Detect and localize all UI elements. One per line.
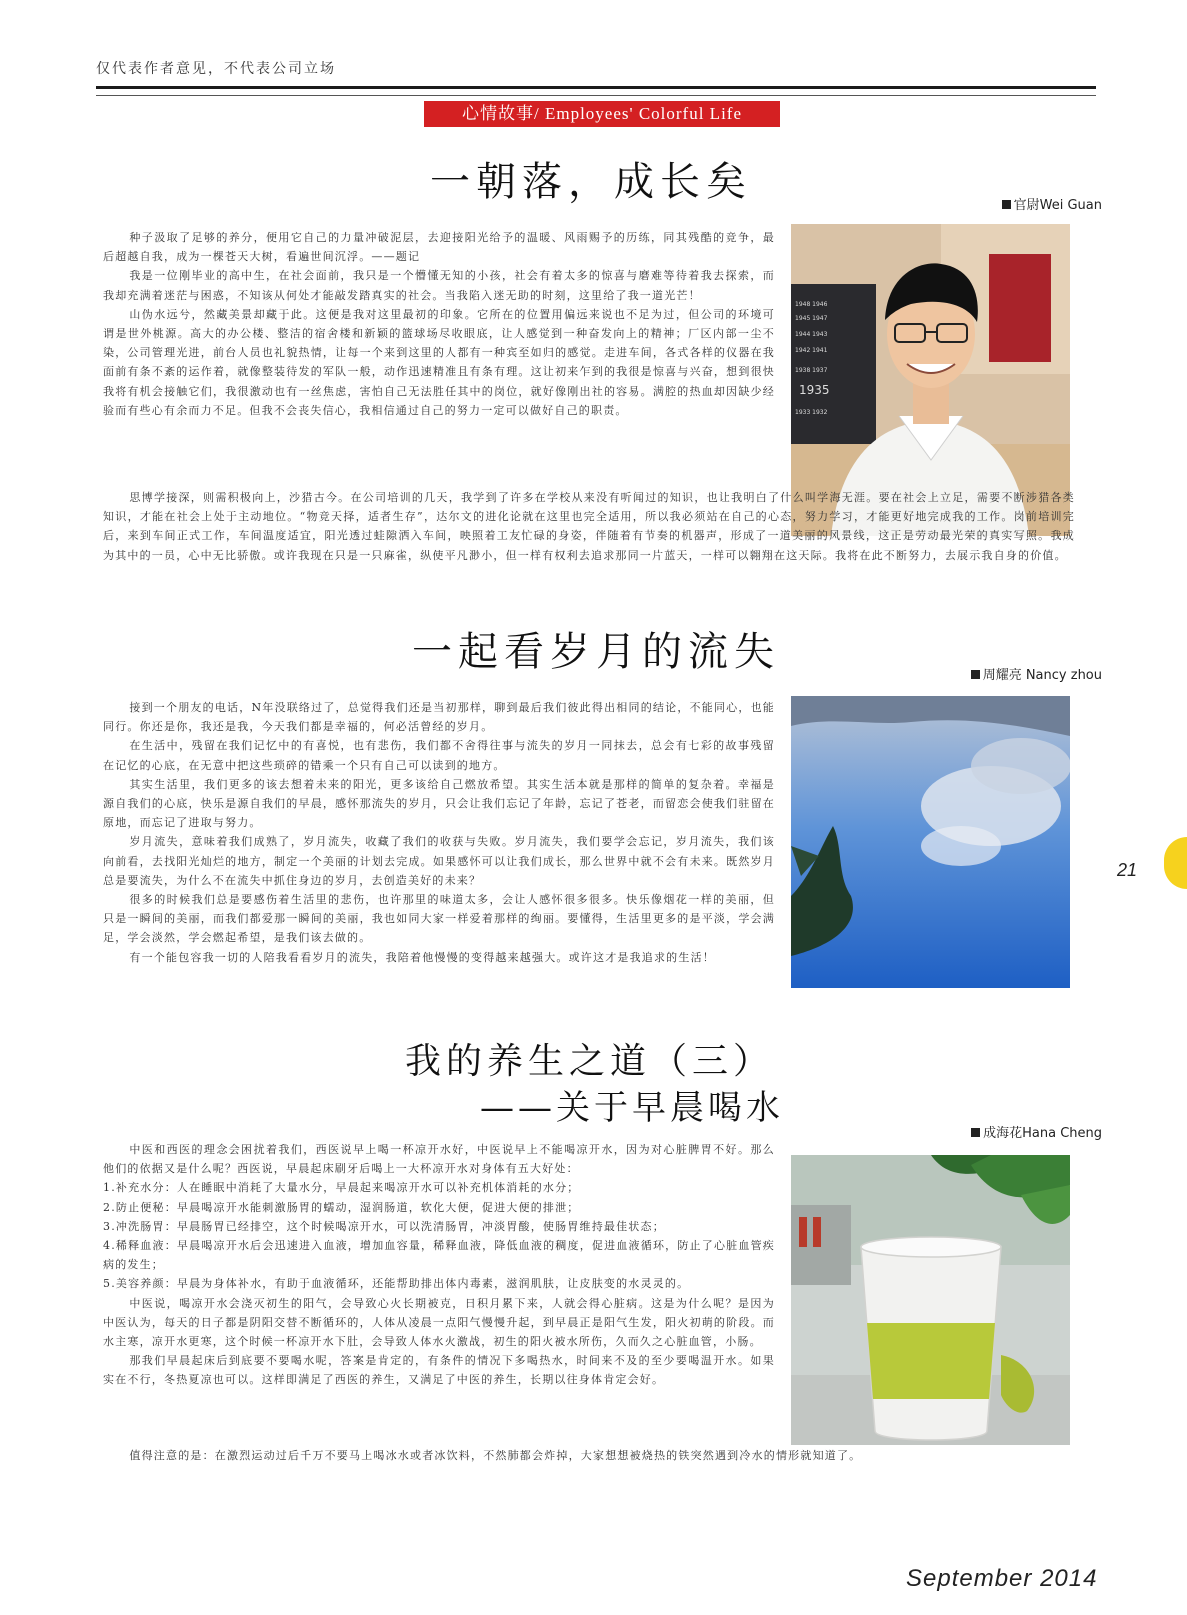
article3-paragraph: 那我们早晨起床后到底要不要喝水呢，答案是肯定的，有条件的情况下多喝热水，时间来不及的至少要喝温开水。如果实在不行，冬热夏凉也可以。这样即满足了西医的养生，又满足了中医的养生，长期以往身体肯定会好。 xyxy=(103,1354,775,1387)
article1-paragraph: 我是一位刚毕业的高中生，在社会面前，我只是一个懵懂无知的小孩，社会有着太多的惊喜与磨难等待着我去探索，而我却充满着迷茫与困惑，不知该从何处才能敲发踏真实的社会。当我陷入迷无助的时刻，这里给了我一道光芒！ xyxy=(103,269,775,302)
article3-body xyxy=(103,1140,775,1390)
svg-text:1942 1941: 1942 1941 xyxy=(795,347,828,354)
article2-author-name: 周耀亮 Nancy zhou xyxy=(982,668,1102,683)
page-number: 21 xyxy=(1117,860,1138,880)
author-marker-icon xyxy=(971,670,980,679)
svg-text:1945 1947: 1945 1947 xyxy=(795,315,828,322)
article2-paragraph: 其实生活里，我们更多的该去想着未来的阳光，更多该给自己燃放希望。其实生活本就是那样的简单的复杂着。幸福是源自我们的心底，快乐是源自我们的早晨，感怀那流失的岁月，只会让我们忘记了年龄，忘记了苍老，而留恋会使我们驻留在原地，而忘记了进取与努力。 xyxy=(103,777,775,830)
article3-subtitle: ——关于早晨喝水 xyxy=(480,1088,784,1128)
article3-list-item: 2.防止便秘：早晨喝凉开水能刺激肠胃的蠕动，湿润肠道，软化大便，促进大便的排泄； xyxy=(103,1200,580,1214)
article2-author xyxy=(971,664,1102,683)
disclaimer: 仅代表作者意见，不代表公司立场 xyxy=(96,61,336,77)
article3-intro: 中医和西医的理念会困扰着我们，西医说早上喝一杯凉开水好，中医说早上不能喝凉开水，因为对心脏脾胃不好。那么他们的依据又是什么呢？西医说，早晨起床刷牙后喝上一大杯凉开水对身体有五大好处： xyxy=(103,1143,775,1176)
author-marker-icon xyxy=(1002,200,1011,209)
page-tab-marker xyxy=(1164,837,1187,889)
article1-paragraph: 思博学接深，则需积极向上，沙猎古今。在公司培训的几天，我学到了许多在学校从来没有听闻过的知识，也让我明白了什么叫学海无涯。要在社会上立足，需要不断涉猎各类知识，才能在社会上处于主动地位。“物竞天择，适者生存”，达尔文的进化论就在这里也完全适用，所以我必须站在自己的心态，努力学习，才能更好地完成我的工作。岗前培训完后，来到车间正式工作，车间温度适宜，阳光透过蛙隙洒入车间，映照着工友忙碌的身姿，伴随着有节奏的机器声，形成了一道美丽的风景线，这正是劳动最光荣的真实写照。我成为其中的一员，心中无比骄傲。或许我现在只是一只麻雀，纵使平凡渺小，但一样有权利去追求那同一片蓝天，一样可以翱翔在这天际。我将在此不断努力，去展示我自身的价值。 xyxy=(103,491,1075,562)
article1-paragraph: 种子汲取了足够的养分，便用它自己的力量冲破泥层，去迎接阳光给予的温暖、风雨赐予的历练，同其残酷的竞争，最后超越自我，成为一棵苍天大树，看遍世间沉浮。——题记 xyxy=(103,231,775,264)
article2-paragraph: 岁月流失，意味着我们成熟了，岁月流失，收藏了我们的收获与失败。岁月流失，我们要学会忘记，岁月流失，我们该向前看，去找阳光灿烂的地方，制定一个美丽的计划去完成。如果感怀可以让我们成长，那么世界中就不会有未来。既然岁月总是要流失，为什么不在流失中抓住身边的岁月，去创造美好的未来？ xyxy=(103,835,775,887)
article3-list-item: 3.冲洗肠胃：早晨肠胃已经排空，这个时候喝凉开水，可以洗清肠胃，冲淡胃酸，使肠胃维持最佳状态； xyxy=(103,1219,665,1233)
article3-list-item: 5.美容养颜：早晨为身体补水，有助于血液循环，还能帮助排出体内毒素，滋润肌肤，让皮肤变的水灵灵的。 xyxy=(103,1277,690,1291)
svg-text:1935: 1935 xyxy=(799,383,830,397)
article3-author xyxy=(971,1122,1102,1141)
article1-body-narrow xyxy=(103,228,775,420)
article1-author-name: 官尉Wei Guan xyxy=(1013,198,1102,213)
article1-paragraph: 山伪水远兮，然藏美景却藏于此。这便是我对这里最初的印象。它所在的位置用偏远来说也不足为过，但公司的环境可谓是世外桃源。高大的办公楼、整洁的宿舍楼和新颖的篮球场尽收眼底，让人感觉到一种奋发向上的精神；厂区内部一尘不染，公司管理光进，前台人员也礼貌热情，让每一个来到这里的人都有一种宾至如归的感觉。走进车间，各式各样的仪器在我面前有条不紊的运作着，就像整装待发的军队一般，动作迅速精准且有条有理。这让初来乍到的我很是惊喜与兴奋，想到很快我将有机会接触它们，我很激动也有一丝焦虑，害怕自己无法胜任其中的岗位，就好像刚出社的容易。满腔的热血却因缺少经验而有些心有余而力不足。但我不会丧失信心，我相信通过自己的努力一定可以做好自己的职责。 xyxy=(103,307,775,417)
article2-body xyxy=(103,698,775,967)
svg-text:1933 1932: 1933 1932 xyxy=(795,409,828,416)
svg-text:1944 1943: 1944 1943 xyxy=(795,331,828,338)
svg-text:1948 1946: 1948 1946 xyxy=(795,301,828,308)
article1-body-wide xyxy=(103,488,1075,565)
article3-paragraph: 值得注意的是：在激烈运动过后千万不要马上喝冰水或者冰饮料，不然肺都会炸掉，大家想想被烧热的铁突然遇到冷水的情形就知道了。 xyxy=(129,1449,862,1462)
article3-paragraph: 中医说，喝凉开水会浇灭初生的阳气，会导致心火长期被克，日积月累下来，人就会得心脏病。这是为什么呢？是因为中医认为，每天的日子都是阴阳交替不断循环的，人体从凌晨一点阳气慢慢升起，到早晨正是阳气生发，阳火初萌的阶段。而水主寒，凉开水更寒，这个时候一杯凉开水下肚，会导致人体水火激战，初生的阳火被水所伤，久而久之心脏血管，小肠。 xyxy=(103,1296,775,1349)
article3-author-name: 成海花Hana Cheng xyxy=(983,1126,1102,1141)
article2-photo xyxy=(791,696,1070,988)
article3-title: 我的养生之道（三） xyxy=(405,1041,775,1082)
article3-photo xyxy=(791,1155,1070,1445)
author-marker-icon xyxy=(971,1128,980,1137)
header-rule-thin xyxy=(96,95,1096,96)
header-rule xyxy=(96,86,1096,89)
article3-list-item: 4.稀释血液：早晨喝凉开水后会迅速进入血液，增加血容量，稀释血液，降低血液的稠度，促进血液循环，防止了心脏血管疾病的发生； xyxy=(103,1239,775,1272)
article2-paragraph: 很多的时候我们总是要感伤着生活里的悲伤，也许那里的味道太多，会让人感怀很多很多。快乐像烟花一样的美丽，但只是一瞬间的美丽，而我们都爱那一瞬间的美丽，我也如同大家一样爱着那样的绚丽。要懂得，生活里更多的是平淡，学会满足，学会淡然，学会燃起希望，是我们该去做的。 xyxy=(103,893,775,945)
svg-text:1938 1937: 1938 1937 xyxy=(795,367,828,374)
article2-paragraph: 有一个能包容我一切的人陪我看看岁月的流失，我陪着他慢慢的变得越来越强大。或许这才是我追求的生活！ xyxy=(129,950,715,964)
article2-title: 一起看岁月的流失 xyxy=(412,629,780,675)
article2-paragraph: 接到一个朋友的电话，N年没联络过了，总觉得我们还是当初那样，聊到最后我们彼此得出相同的结论，不能同心，也能同行。你还是你，我还是我，今天我们都是幸福的，何必活曾经的岁月。 xyxy=(103,701,775,734)
article2-paragraph: 在生活中，残留在我们记忆中的有喜悦，也有悲伤，我们都不舍得往事与流失的岁月一同抹去，总会有七彩的故事残留在记忆的心底，在无意中把这些琐碎的错乘一个只有自己可以读到的地方。 xyxy=(103,739,775,772)
article1-author xyxy=(1002,194,1102,213)
article3-list-item: 1.补充水分：人在睡眠中消耗了大量水分，早晨起来喝凉开水可以补充机体消耗的水分； xyxy=(103,1181,580,1195)
section-banner: 心情故事/ Employees' Colorful Life xyxy=(424,101,780,127)
issue-date: September 2014 xyxy=(906,1565,1098,1592)
article1-title: 一朝落，成长矣 xyxy=(430,159,752,205)
article3-body-wide xyxy=(103,1446,1075,1465)
